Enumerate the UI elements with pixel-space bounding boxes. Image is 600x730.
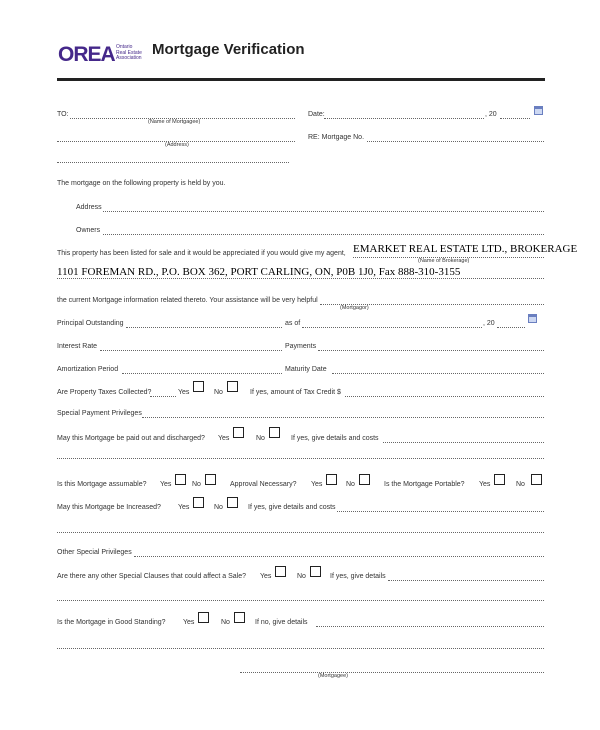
- increased-no-label: No: [214, 504, 223, 511]
- assumable-label: Is this Mortgage assumable?: [57, 481, 147, 488]
- portable-yes-label: Yes: [479, 481, 491, 488]
- increased-yes-label: Yes: [178, 504, 190, 511]
- clauses-yes-checkbox[interactable]: [275, 566, 286, 577]
- paid-out-details-field-2[interactable]: [57, 458, 544, 459]
- orea-logo: OREA: [58, 43, 115, 66]
- maturity-date-label: Maturity Date: [285, 366, 327, 373]
- to-label: TO:: [57, 111, 69, 118]
- good-standing-label: Is the Mortgage in Good Standing?: [57, 619, 166, 626]
- org-line-2: Real Estate: [116, 49, 142, 56]
- date-field[interactable]: [324, 118, 484, 119]
- increased-details-field-2[interactable]: [57, 532, 544, 533]
- tax-credit-field[interactable]: [345, 396, 544, 397]
- payments-field[interactable]: [318, 350, 544, 351]
- date-label: Date:: [308, 111, 325, 118]
- taxes-collected-label: Are Property Taxes Collected?: [57, 389, 152, 396]
- mortgage-number-field[interactable]: [367, 141, 544, 142]
- assumable-no-checkbox[interactable]: [205, 474, 216, 485]
- amortization-label: Amortization Period: [57, 366, 119, 373]
- header-rule: [57, 78, 545, 81]
- date-year-field[interactable]: [500, 118, 530, 119]
- calendar-icon[interactable]: [528, 314, 537, 323]
- as-of-year-field[interactable]: [497, 327, 525, 328]
- mortgagee-address-field-2[interactable]: [57, 162, 289, 163]
- portable-yes-checkbox[interactable]: [494, 474, 505, 485]
- approval-label: Approval Necessary?: [230, 481, 297, 488]
- paid-out-label: May this Mortgage be paid out and discharged?: [57, 435, 205, 442]
- orea-org-name: [116, 45, 142, 62]
- re-mortgage-label: RE: Mortgage No.: [308, 134, 365, 141]
- current-info-text: the current Mortgage information related thereto. Your assistance will be very helpful: [57, 297, 318, 304]
- brokerage-caption: (Name of Brokerage): [418, 258, 470, 264]
- paid-out-yes-checkbox[interactable]: [233, 427, 244, 438]
- other-privileges-label: Other Special Privileges: [57, 549, 132, 556]
- increased-yes-checkbox[interactable]: [193, 497, 204, 508]
- standing-details-label: If no, give details: [255, 619, 308, 626]
- approval-no-checkbox[interactable]: [359, 474, 370, 485]
- paid-out-no-label: No: [256, 435, 265, 442]
- property-address-field[interactable]: [103, 211, 544, 212]
- listed-sentence: This property has been listed for sale and it would be appreciated if you would give my agent,: [57, 250, 346, 257]
- address-caption: (Address): [165, 142, 189, 148]
- org-line-3: Association: [116, 55, 142, 61]
- portable-no-checkbox[interactable]: [531, 474, 542, 485]
- standing-no-checkbox[interactable]: [234, 612, 245, 623]
- org-line-1: Ontario: [116, 44, 133, 50]
- standing-yes-checkbox[interactable]: [198, 612, 209, 623]
- clauses-yes-label: Yes: [260, 573, 272, 580]
- principal-label: Principal Outstanding: [57, 320, 124, 327]
- interest-rate-label: Interest Rate: [57, 343, 98, 350]
- as-of-year-prefix: , 20: [483, 320, 495, 327]
- date-year-prefix: , 20: [485, 111, 497, 118]
- calendar-icon[interactable]: [534, 106, 543, 115]
- as-of-date-field[interactable]: [302, 327, 482, 328]
- assumable-yes-checkbox[interactable]: [175, 474, 186, 485]
- other-privileges-field[interactable]: [134, 556, 544, 557]
- clauses-no-label: No: [297, 573, 306, 580]
- owners-field[interactable]: [103, 234, 544, 235]
- increased-label: May this Mortgage be Increased?: [57, 504, 161, 511]
- increased-details-field[interactable]: [337, 511, 544, 512]
- standing-no-label: No: [221, 619, 230, 626]
- approval-no-label: No: [346, 481, 355, 488]
- payments-label: Payments: [285, 343, 317, 350]
- mortgagee-signature-field[interactable]: [240, 672, 544, 673]
- mortgagee-caption: (Mortgagee): [318, 673, 348, 679]
- standing-yes-label: Yes: [183, 619, 195, 626]
- paid-out-no-checkbox[interactable]: [269, 427, 280, 438]
- amortization-field[interactable]: [122, 373, 282, 374]
- mortgage-held-text: The mortgage on the following property is held by you.: [57, 180, 226, 187]
- mortgagor-caption: (Mortgagor): [340, 305, 369, 311]
- brokerage-name-field[interactable]: EMARKET REAL ESTATE LTD., BROKERAGE: [353, 243, 578, 255]
- as-of-label: as of: [285, 320, 301, 327]
- maturity-date-field[interactable]: [332, 373, 544, 374]
- approval-yes-checkbox[interactable]: [326, 474, 337, 485]
- portable-no-label: No: [516, 481, 525, 488]
- taxes-yes-checkbox[interactable]: [193, 381, 204, 392]
- special-payment-field[interactable]: [142, 417, 544, 418]
- paid-out-yes-label: Yes: [218, 435, 230, 442]
- assumable-no-label: No: [192, 481, 201, 488]
- taxes-leader: [150, 396, 176, 397]
- taxes-no-checkbox[interactable]: [227, 381, 238, 392]
- portable-label: Is the Mortgage Portable?: [384, 481, 465, 488]
- special-clauses-label: Are there any other Special Clauses that could affect a Sale?: [57, 573, 246, 580]
- brokerage-address-field[interactable]: 1101 FOREMAN RD., P.O. BOX 362, PORT CARLING, ON, P0B 1J0, Fax 888-310-3155: [57, 266, 461, 278]
- principal-field[interactable]: [126, 327, 282, 328]
- standing-details-field-2[interactable]: [57, 648, 544, 649]
- clauses-no-checkbox[interactable]: [310, 566, 321, 577]
- owners-label: Owners: [76, 227, 101, 234]
- standing-details-field[interactable]: [316, 626, 544, 627]
- increased-details-label: If yes, give details and costs: [248, 504, 336, 511]
- paid-out-details-field[interactable]: [383, 442, 544, 443]
- clauses-details-label: If yes, give details: [330, 573, 386, 580]
- tax-credit-label: If yes, amount of Tax Credit $: [250, 389, 341, 396]
- assumable-yes-label: Yes: [160, 481, 172, 488]
- brokerage-address-line: [57, 278, 544, 279]
- interest-rate-field[interactable]: [100, 350, 282, 351]
- paid-out-details-label: If yes, give details and costs: [291, 435, 379, 442]
- taxes-yes-label: Yes: [178, 389, 190, 396]
- approval-yes-label: Yes: [311, 481, 323, 488]
- taxes-no-label: No: [214, 389, 223, 396]
- clauses-details-field-2[interactable]: [57, 600, 544, 601]
- special-payment-label: Special Payment Privileges: [57, 410, 142, 417]
- mortgagee-name-caption: (Name of Mortgagee): [148, 119, 201, 125]
- increased-no-checkbox[interactable]: [227, 497, 238, 508]
- page-title: Mortgage Verification: [152, 41, 305, 58]
- clauses-details-field[interactable]: [388, 580, 544, 581]
- address-label: Address: [76, 204, 102, 211]
